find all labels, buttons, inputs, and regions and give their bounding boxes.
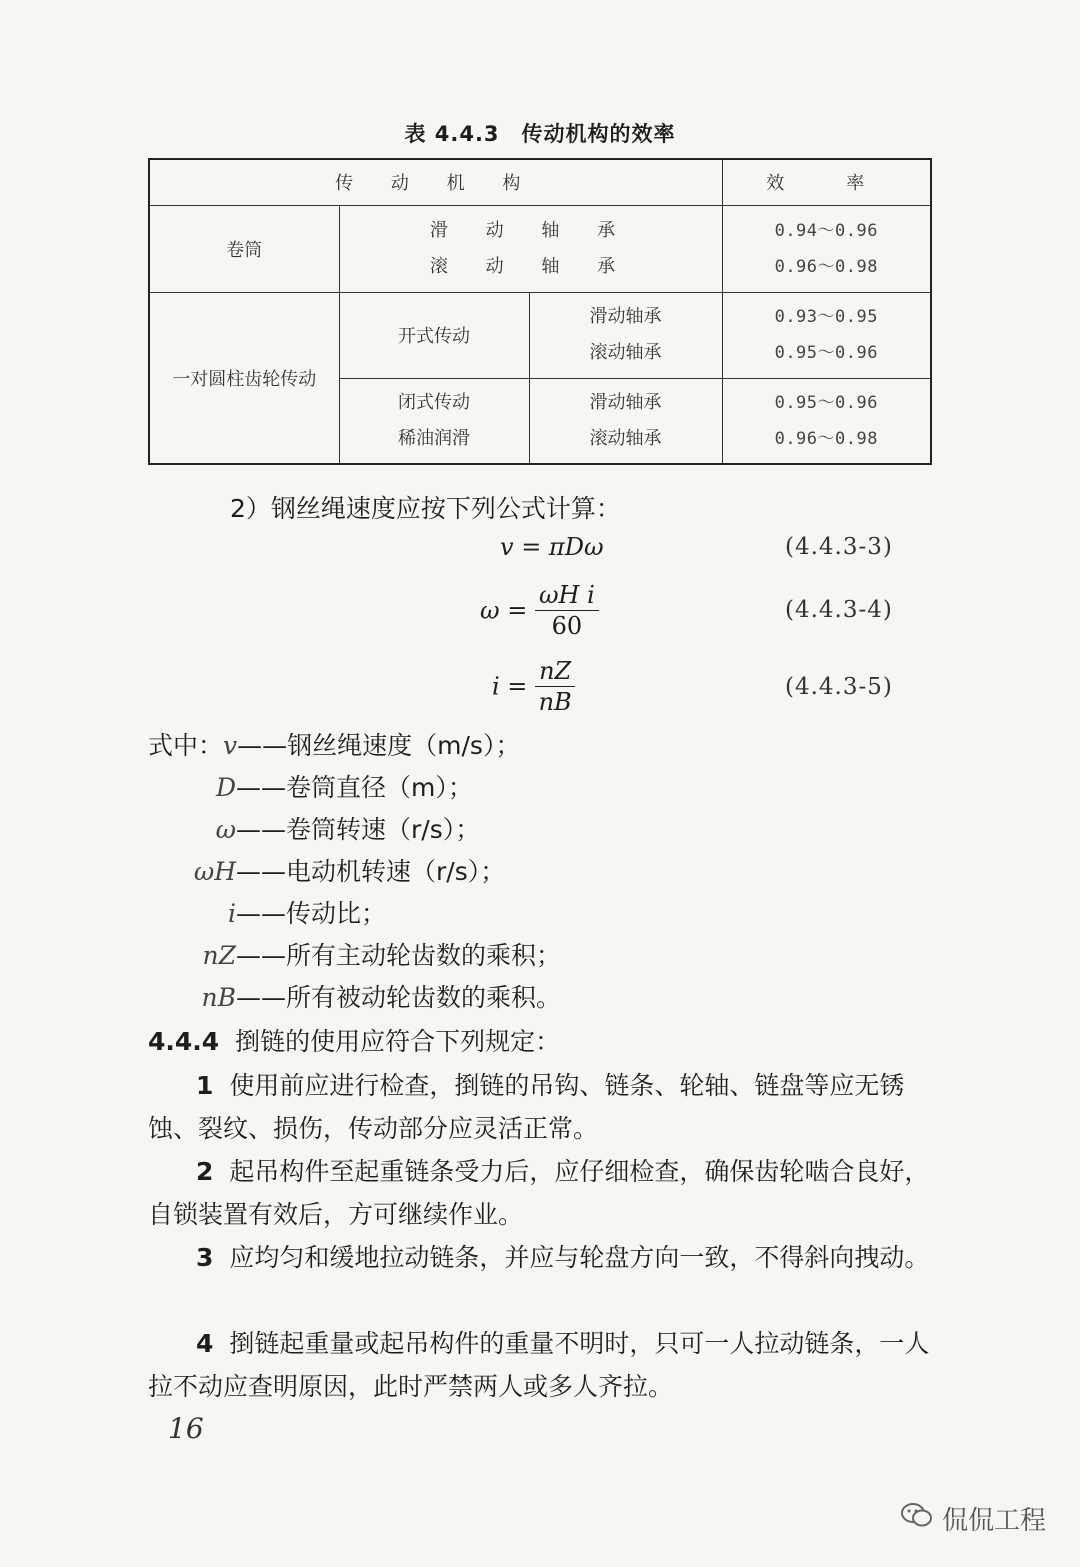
item-number: 2 [196, 1157, 214, 1186]
definition-row [148, 850, 948, 894]
definition-text: ——电动机转速（r/s）； [236, 857, 506, 886]
fraction-denominator: nB [538, 688, 572, 716]
definition-text: ——所有主动轮齿数的乘积； [236, 941, 562, 970]
drum-label: 卷筒 [149, 205, 339, 292]
watermark [900, 1500, 1046, 1537]
definition-symbol: ωH [193, 857, 236, 886]
definition-row [148, 934, 948, 978]
fraction [535, 656, 575, 717]
item-number: 3 [196, 1243, 214, 1272]
definition-symbol: ω [215, 815, 236, 844]
definition-row [148, 976, 948, 1020]
equation-number: (4.4.3-3) [785, 534, 893, 560]
fraction-numerator: ωH i [535, 580, 599, 611]
table-row [149, 205, 931, 292]
watermark-text: 侃侃工程 [942, 1506, 1047, 1536]
equation-number: (4.4.3-5) [785, 674, 893, 700]
item-text: 捯链起重量或起吊构件的重量不明时，只可一人拉动链条，一人拉不动应查明原因，此时严禁两人或多人齐拉。 [148, 1329, 930, 1401]
formula-ratio [492, 656, 575, 717]
efficiency-table [148, 158, 932, 465]
definition-symbol: i [228, 899, 236, 928]
open-label: 开式传动 [339, 292, 529, 378]
formula-velocity: v = πDω [500, 533, 604, 561]
definition-text: ——所有被动轮齿数的乘积。 [236, 983, 562, 1012]
formula-omega [480, 580, 599, 641]
definition-text: ——传动比； [236, 899, 387, 928]
header-efficiency: 效 率 [722, 159, 931, 205]
equation-number: (4.4.3-4) [785, 597, 893, 623]
section-heading [148, 1020, 930, 1063]
definition-row [148, 724, 948, 768]
list-item [148, 1322, 930, 1408]
list-item [148, 1236, 930, 1279]
definition-row [148, 766, 948, 810]
fraction [535, 580, 599, 641]
definition-symbol: nZ [202, 941, 236, 970]
drum-values: 0.94～0.96 0.96～0.98 [722, 205, 931, 292]
item-text: 应均匀和缓地拉动链条，并应与轮盘方向一致，不得斜向拽动。 [229, 1243, 930, 1272]
definition-text: ——钢丝绳速度（m/s）； [237, 731, 521, 760]
closed-bearings: 滑动轴承 滚动轴承 [529, 378, 722, 464]
definition-symbol: nB [201, 983, 236, 1012]
closed-label: 闭式传动 稀油润滑 [339, 378, 529, 464]
definition-row [148, 808, 948, 852]
list-item [148, 1150, 930, 1236]
gear-label: 一对圆柱齿轮传动 [149, 292, 339, 464]
definition-symbol: v [223, 731, 238, 760]
table-row [149, 292, 931, 378]
closed-values: 0.95～0.96 0.96～0.98 [722, 378, 931, 464]
definition-text: ——卷筒转速（r/s）； [236, 815, 481, 844]
fraction-numerator: nZ [535, 656, 575, 687]
wechat-icon [900, 1501, 934, 1536]
fraction-denominator: 60 [551, 612, 583, 640]
formula-lhs: i = [492, 672, 528, 701]
formula-lhs: ω = [480, 596, 528, 625]
table-title: 表 4.4.3 传动机构的效率 [404, 122, 676, 146]
page-number: 16 [168, 1412, 204, 1445]
drum-bearings: 滑 动 轴 承 滚 动 轴 承 [339, 205, 722, 292]
item-text: 使用前应进行检查，捯链的吊钩、链条、轮轴、链盘等应无锈蚀、裂纹、损伤，传动部分应灵活正常。 [148, 1071, 905, 1143]
section-heading-text: 捯链的使用应符合下列规定： [235, 1027, 561, 1056]
section-number: 4.4.4 [148, 1027, 220, 1056]
definition-text: ——卷筒直径（m）； [236, 773, 473, 802]
item-number: 4 [196, 1329, 214, 1358]
definition-symbol: D [215, 773, 236, 802]
table-header-row [149, 159, 931, 205]
item-number: 1 [196, 1071, 214, 1100]
intro-text: 2）钢丝绳速度应按下列公式计算： [230, 494, 621, 523]
header-mechanism: 传 动 机 构 [149, 159, 722, 205]
definition-row [148, 892, 948, 936]
open-bearings: 滑动轴承 滚动轴承 [529, 292, 722, 378]
definitions-prefix: 式中： [148, 731, 224, 760]
list-item [148, 1064, 930, 1150]
item-text: 起吊构件至起重链条受力后，应仔细检查，确保齿轮啮合良好，自锁装置有效后，方可继续作业。 [148, 1157, 930, 1229]
open-values: 0.93～0.95 0.95～0.96 [722, 292, 931, 378]
